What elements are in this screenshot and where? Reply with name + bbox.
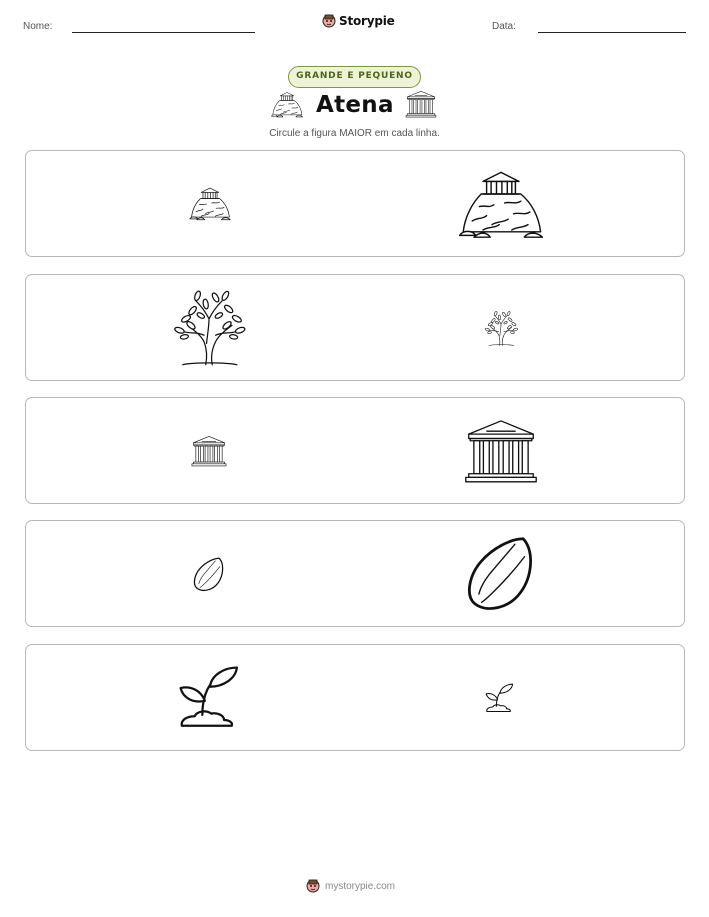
storypie-logo [322, 13, 395, 29]
footer-url[interactable]: mystorypie.com [325, 880, 396, 892]
comparison-row-5 [25, 644, 685, 751]
acropolis-icon [270, 90, 304, 118]
olive-tree-icon[interactable] [168, 285, 250, 369]
sprout-icon[interactable] [485, 679, 515, 717]
olive-icon[interactable] [464, 536, 538, 612]
olive-icon[interactable] [192, 557, 226, 592]
footer [306, 878, 395, 894]
temple-icon[interactable] [191, 435, 227, 467]
date-field[interactable] [538, 32, 686, 33]
comparison-row-2 [25, 274, 685, 381]
name-field[interactable] [72, 32, 255, 33]
title-row [0, 90, 709, 124]
worksheet-header [0, 0, 709, 50]
comparison-row-1 [25, 150, 685, 257]
storypie-mascot-icon [322, 13, 336, 29]
temple-icon[interactable] [463, 418, 539, 484]
date-label: Data: [492, 21, 516, 32]
temple-icon [405, 90, 437, 118]
acropolis-icon[interactable] [188, 184, 232, 222]
olive-tree-icon[interactable] [482, 308, 520, 348]
instruction-text: Circule a figura MAIOR em cada linha. [269, 128, 440, 139]
name-label: Nome: [23, 21, 53, 32]
brand-name: Storypie [339, 14, 395, 28]
sprout-icon[interactable] [178, 657, 242, 737]
storypie-mascot-icon [306, 878, 320, 894]
comparison-row-4 [25, 520, 685, 627]
page-title: Atena [316, 92, 394, 118]
comparison-row-3 [25, 397, 685, 504]
acropolis-icon[interactable] [456, 163, 546, 243]
category-badge: GRANDE E PEQUENO [288, 66, 421, 88]
